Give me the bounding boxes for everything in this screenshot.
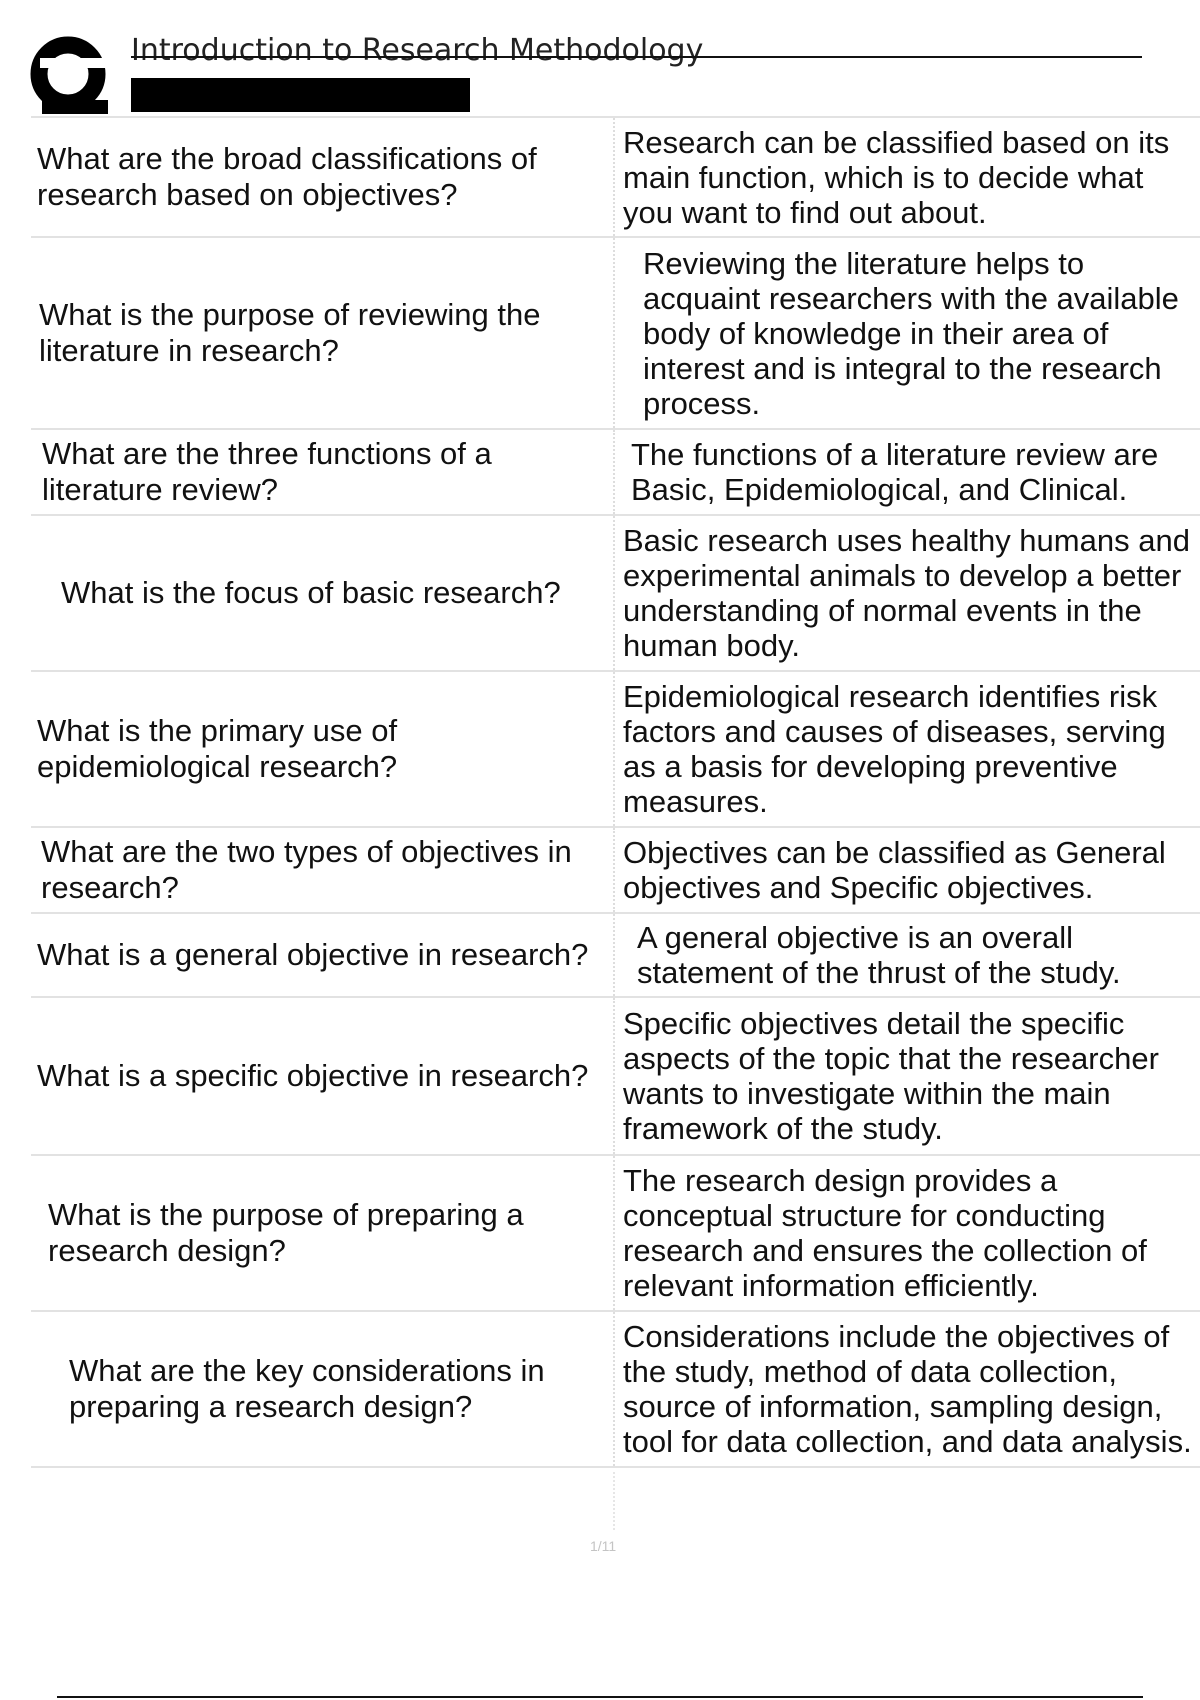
question-text: What is a general objective in research?	[37, 937, 589, 972]
answer-cell	[613, 1312, 1200, 1466]
question-text: What is the purpose of reviewing the literature in research?	[39, 297, 541, 368]
question-text: What are the key considerations in preparing a research design?	[69, 1353, 545, 1424]
qa-table	[31, 116, 1200, 1468]
question-cell	[31, 118, 613, 236]
qa-row	[31, 116, 1200, 236]
q-logo-icon	[30, 34, 112, 116]
question-cell	[31, 516, 613, 670]
answer-cell	[613, 238, 1200, 428]
question-cell	[31, 672, 613, 826]
answer-text: A general objective is an overall statement of the thrust of the study.	[637, 920, 1121, 990]
document-header	[0, 0, 1200, 116]
answer-cell	[613, 828, 1200, 912]
question-text: What are the broad classifications of research based on objectives?	[37, 141, 537, 212]
page-indicator: 1/11	[590, 1538, 617, 1554]
answer-text: Research can be classified based on its main function, which is to decide what you want to find out about.	[623, 124, 1170, 230]
answer-text: Specific objectives detail the specific aspects of the topic that the researcher wants to investigate within the main framework of the study.	[623, 1006, 1159, 1146]
question-cell	[31, 1312, 613, 1466]
question-text: What are the two types of objectives in research?	[41, 834, 572, 905]
answer-cell	[613, 672, 1200, 826]
answer-cell	[613, 118, 1200, 236]
qa-row	[31, 912, 1200, 996]
question-text: What is a specific objective in research?	[37, 1058, 589, 1093]
question-cell	[31, 998, 613, 1154]
qa-row	[31, 428, 1200, 514]
answer-cell	[613, 516, 1200, 670]
title-strike-line	[131, 56, 1142, 58]
answer-text: Considerations include the objectives of the study, method of data collection, source of information, sampling design, tool for data collection, and data analysis.	[623, 1319, 1192, 1459]
footer-rule	[57, 1696, 1143, 1698]
qa-row	[31, 1154, 1200, 1310]
question-cell	[31, 430, 613, 514]
answer-text: The research design provides a conceptual structure for conducting research and ensures the collection of relevant information efficiently.	[623, 1163, 1147, 1303]
answer-text: Basic research uses healthy humans and experimental animals to develop a better understanding of normal events in the human body.	[623, 523, 1190, 663]
qa-row	[31, 826, 1200, 912]
question-cell	[31, 914, 613, 996]
document-title: Introduction to Research Methodology	[131, 33, 704, 68]
qa-row	[31, 670, 1200, 826]
answer-cell	[613, 914, 1200, 996]
answer-text: Epidemiological research identifies risk factors and causes of diseases, serving as a basis for developing preventive measures.	[623, 679, 1166, 819]
answer-text: Reviewing the literature helps to acquaint researchers with the available body of knowledge in their area of interest and is integral to the research process.	[643, 245, 1179, 421]
column-divider	[613, 1472, 615, 1530]
answer-cell	[613, 998, 1200, 1154]
question-text: What is the primary use of epidemiological research?	[37, 713, 398, 784]
redacted-block	[131, 78, 470, 112]
answer-text: The functions of a literature review are Basic, Epidemiological, and Clinical.	[631, 437, 1159, 507]
question-cell	[31, 238, 613, 428]
question-cell	[31, 1156, 613, 1310]
answer-text: Objectives can be classified as General objectives and Specific objectives.	[623, 835, 1166, 905]
answer-cell	[613, 430, 1200, 514]
question-text: What are the three functions of a literature review?	[42, 436, 492, 507]
question-text: What is the focus of basic research?	[61, 575, 561, 610]
question-text: What is the purpose of preparing a research design?	[48, 1197, 524, 1268]
question-cell	[31, 828, 613, 912]
qa-row	[31, 514, 1200, 670]
qa-row	[31, 996, 1200, 1154]
qa-row	[31, 236, 1200, 428]
answer-cell	[613, 1156, 1200, 1310]
qa-row	[31, 1310, 1200, 1468]
